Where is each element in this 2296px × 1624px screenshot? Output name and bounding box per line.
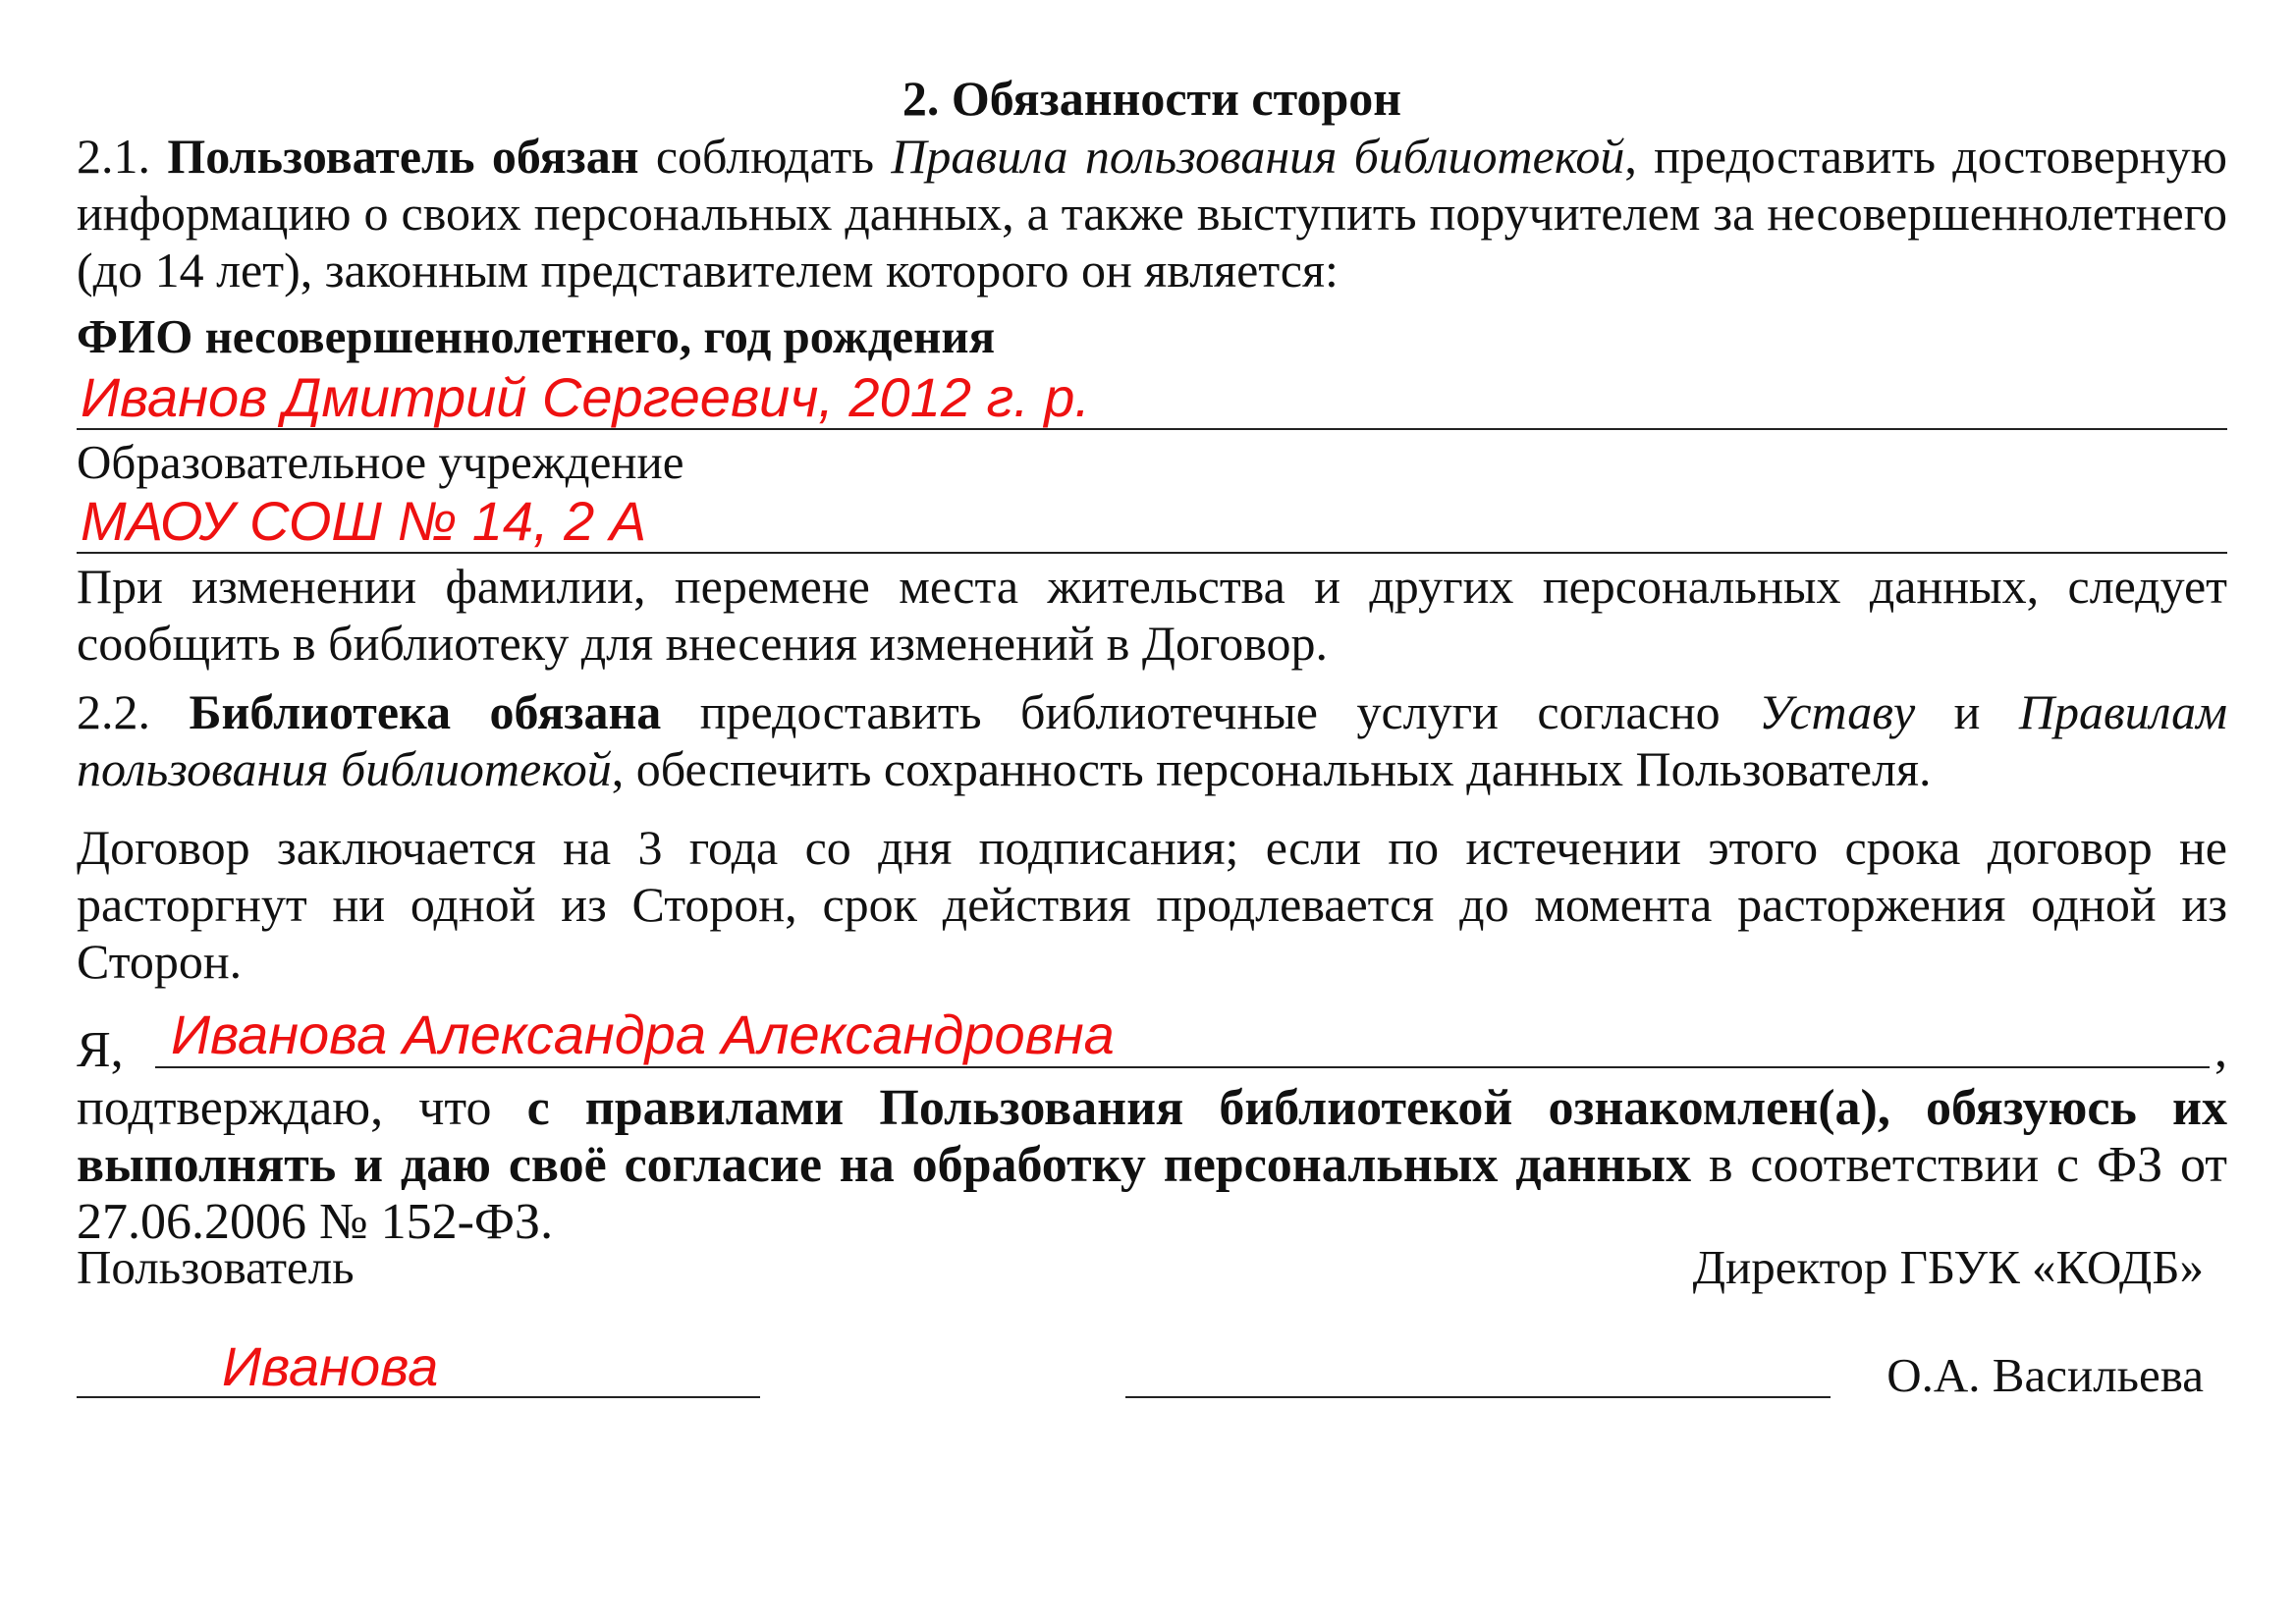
clause-2-1-text-a: соблюдать <box>638 129 892 184</box>
confirmation-text <box>77 1080 2227 1251</box>
clause-2-2-rules-ref: Правилам пользования библиотекой <box>77 684 2228 796</box>
minor-field-value: Иванов Дмитрий Сергеевич, 2012 г. р. <box>81 366 1090 428</box>
confirmation-name-value: Иванова Александра Александровна <box>171 1003 1115 1065</box>
confirmation-bold-text: с правилами Пользования библиотекой ознакомлен(а), обязуюсь их выполнять и даю своё согласие на обработку персональных данных <box>77 1080 2227 1193</box>
clause-2-1-subject: Пользователь обязан <box>167 129 639 184</box>
user-signature-label: Пользователь <box>77 1240 355 1294</box>
minor-field-label: ФИО несовершеннолетнего, год рождения <box>77 309 996 363</box>
clause-2-1 <box>77 128 2227 298</box>
confirmation-text-b: в соответствии с ФЗ от 27.06.2006 № 152-ФЗ. <box>77 1137 2228 1250</box>
confirmation-name-field[interactable] <box>155 1066 2210 1068</box>
director-label: Директор ГБУК «КОДБ» <box>1692 1240 2204 1294</box>
clause-2-1-rules-ref: Правила пользования библиотекой <box>891 129 1625 184</box>
contract-page <box>77 69 2227 1251</box>
clause-2-2-text-b: , обеспечить сохранность персональных данных Пользователя. <box>611 741 1932 796</box>
director-name: О.А. Васильева <box>1886 1348 2204 1402</box>
school-field-label: Образовательное учреждение <box>77 435 684 489</box>
clause-2-1-number: 2.1. <box>77 129 168 184</box>
clause-2-2 <box>77 683 2227 797</box>
confirmation-name-row <box>77 1003 2227 1080</box>
school-field-value: МАОУ СОШ № 14, 2 А <box>81 490 647 552</box>
change-notice: При изменении фамилии, перемене места жительства и других персональных данных, следует сообщить в библиотеку для внесения изменений в Договор. <box>77 559 2227 671</box>
clause-2-1-text-b: , предоставить достоверную информацию о своих персональных данных, а также выступить поручителем за несовершеннолетнего (до 14 лет), законным представителем которого он является: <box>77 129 2227 298</box>
signature-block <box>77 1239 2227 1475</box>
school-field[interactable] <box>77 491 2227 554</box>
section-title: 2. Обязанности сторон <box>902 71 1402 126</box>
clause-2-2-text-and: и <box>1915 684 2019 739</box>
user-signature-value: Иванова <box>222 1335 439 1397</box>
clause-2-2-text-a: предоставить библиотечные услуги согласно <box>661 684 1760 739</box>
director-signature-line[interactable] <box>1125 1396 1831 1398</box>
confirmation-prefix: Я, <box>77 1022 124 1078</box>
minor-field[interactable] <box>77 367 2227 430</box>
clause-2-2-number: 2.2. <box>77 684 190 739</box>
user-signature-line[interactable] <box>77 1396 760 1398</box>
clause-2-2-charter-ref: Уставу <box>1759 684 1916 739</box>
term-text: Договор заключается на 3 года со дня подписания; если по истечении этого срока договор не расторгнут ни одной из Сторон, срок действия продлевается до момента расторжения одной из Сторон. <box>77 820 2227 989</box>
confirmation-suffix: , <box>2214 1022 2227 1078</box>
clause-2-2-subject: Библиотека обязана <box>189 684 662 739</box>
confirmation-text-a: подтверждаю, что <box>77 1080 527 1136</box>
